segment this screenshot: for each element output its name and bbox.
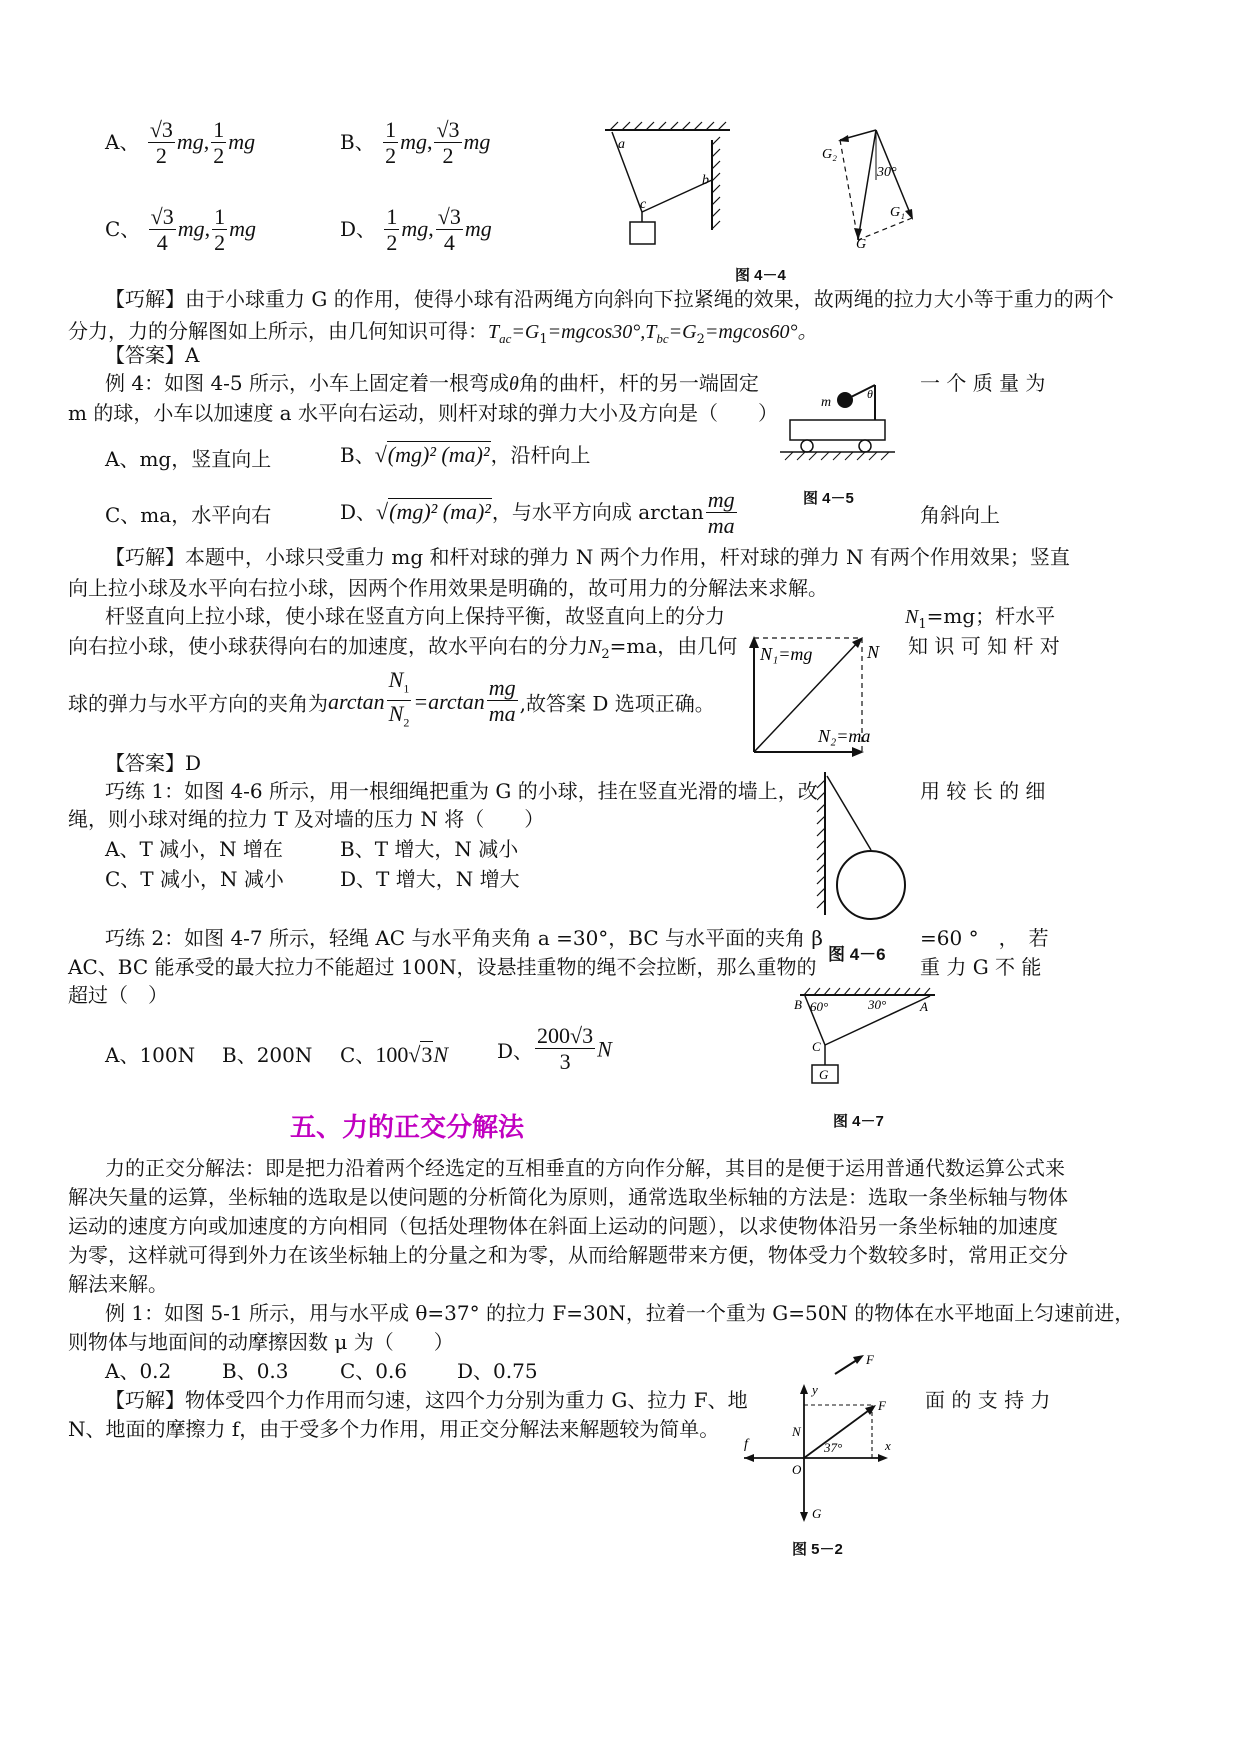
- section5-ex1-line1: 例 1：如图 5-1 所示，用与水平成 θ=37° 的拉力 F=30N，拉着一个重为 G=50N 的物体在水平地面上匀速前进，: [105, 1301, 1135, 1325]
- fig47-caption: 图 4－7: [833, 1113, 884, 1130]
- section5-solution-line1-right: 面 的 支 持 力: [925, 1388, 1051, 1412]
- ex4-line1: 例 4：如图 4-5 所示，小车上固定着一根弯成θ角的曲杆，杆的另一端固定: [105, 371, 759, 395]
- fig44-label-a: a: [618, 137, 625, 152]
- ex4-option-c: C、ma，水平向右: [105, 503, 272, 527]
- fig45-caption: 图 4－5: [803, 490, 854, 507]
- fig47-label-c: C: [812, 1039, 821, 1054]
- q3-answer: 【答案】A: [105, 343, 200, 367]
- q3-solution-line2: 分力，力的分解图如上所示，由几何知识可得：$T_{ac}=G_1=mgcos30^\circ,T_{bc}=G_2=mgcos60^\circ$。: [68, 319, 818, 347]
- section5-p5: 解法来解。: [68, 1272, 168, 1296]
- drill1-option-a: A、T 减小，N 增在: [105, 837, 283, 861]
- fig47-label-b: B: [794, 997, 802, 1012]
- drill2-option-b: B、200N: [222, 1043, 313, 1067]
- drill2-option-d: D、 $\frac{200√3}{3}$ N: [497, 1023, 612, 1074]
- drill1-option-d: D、T 增大，N 增大: [340, 867, 520, 891]
- fig45-label-theta: θ: [867, 387, 873, 401]
- section5-option-d: D、0.75: [457, 1359, 538, 1383]
- ex4-solution-line3: 杆竖直向上拉小球，使小球在竖直方向上保持平衡，故竖直向上的分力: [105, 604, 725, 628]
- drill1-line1-right: 用 较 长 的 细: [920, 779, 1046, 803]
- section5-option-b: B、0.3: [222, 1359, 289, 1383]
- fig52-label-f-top: F: [866, 1352, 874, 1367]
- ex4-option-a: A、mg，竖直向上: [105, 447, 272, 471]
- fig-rect-label-n2: N₂=ma: [818, 726, 871, 746]
- fig-rect-label-n: N: [867, 642, 880, 662]
- section5-ex1-line2: 则物体与地面间的动摩擦因数 μ 为（ ）: [68, 1330, 454, 1354]
- fig47-label-60: 60°: [810, 999, 829, 1014]
- fig52-label-x: x: [885, 1438, 891, 1453]
- ex4-solution-line4-right: 知 识 可 知 杆 对: [908, 634, 1060, 658]
- fig52-label-y: y: [812, 1382, 818, 1397]
- ex4-solution-line3-right: $N_1=mg$；杆水平: [905, 604, 1056, 632]
- drill1-line2: 绳，则小球对绳的拉力 T 及对墙的压力 N 将（ ）: [68, 807, 545, 831]
- fig44-label-g: G: [856, 237, 867, 252]
- fig44-label-b: b: [702, 173, 709, 188]
- fig-rect-label-n1: N₁=mg: [760, 644, 813, 664]
- ex4-answer: 【答案】D: [105, 751, 202, 775]
- fig44-label-g2: G₂: [822, 147, 837, 162]
- q3-option-d: D、 $\frac{1}{2}$ mg, $\frac{√3}{4}$ mg: [340, 204, 492, 255]
- fig46-caption: 图 4－6: [828, 945, 886, 964]
- fig52-label-fric: f: [744, 1437, 748, 1452]
- drill2-option-c: C、100√3N: [340, 1042, 449, 1067]
- section5-option-a: A、0.2: [105, 1359, 172, 1383]
- q3-solution-line1: 【巧解】由于小球重力 G 的作用，使得小球有沿两绳方向斜向下拉紧绳的效果，故两绳的拉力大小等于重力的两个: [105, 287, 1114, 311]
- ex4-solution-line4: 向右拉小球，使小球获得向右的加速度，故水平向右的分力$N_2=ma$，由几何: [68, 634, 738, 662]
- fig47-label-a: A: [920, 999, 928, 1014]
- ex4-solution-line1: 【巧解】本题中，小球只受重力 mg 和杆对球的弹力 N 两个力作用，杆对球的弹力 N 有两个作用效果；竖直: [105, 545, 1070, 569]
- drill2-line2-right: 重 力 G 不 能: [920, 955, 1042, 979]
- fig44-label-g1: G₁: [890, 205, 905, 220]
- fig52-label-g: G: [812, 1506, 822, 1521]
- drill2-line1: 巧练 2：如图 4-7 所示，轻绳 AC 与水平角夹角 a =30°，BC 与水平面的夹角 β: [105, 926, 823, 950]
- fig44-label-angle: 30°: [877, 165, 897, 180]
- fig47-label-30: 30°: [868, 997, 887, 1012]
- ex4-solution-line5: 球的弹力与水平方向的夹角为arctan $\frac{N_1}{N_2}$ =arctan $\frac{mg}{ma}$ ,故答案 D 选项正确。: [68, 667, 715, 730]
- ex4-option-d-end: 角斜向上: [920, 503, 1000, 527]
- figure-5-2: [740, 1350, 910, 1530]
- section5-solution-line2: N、地面的摩擦力 f，由于受多个力作用，用正交分解法来解题较为简单。: [68, 1417, 720, 1441]
- drill2-line2: AC、BC 能承受的最大拉力不能超过 100N，设悬挂重物的绳不会拉断，那么重物的: [68, 955, 817, 979]
- figure-force-rectangle: [740, 630, 900, 758]
- section5-solution-line1: 【巧解】物体受四个力作用而匀速，这四个力分别为重力 G、拉力 F、地: [105, 1388, 748, 1412]
- fig52-label-37: 37°: [824, 1440, 843, 1455]
- section5-p4: 为零，这样就可得到外力在该坐标轴上的分量之和为零，从而给解题带来方便，物体受力个数较多时，常用正交分: [68, 1243, 1068, 1267]
- drill2-line3: 超过（ ）: [68, 983, 168, 1007]
- ex4-option-b: B、√(mg)² (ma)²，沿杆向上: [340, 442, 591, 467]
- figure-4-7: [790, 985, 940, 1095]
- fig52-label-f: F: [878, 1398, 886, 1413]
- q3-option-c: C、 $\frac{√3}{4}$ mg, $\frac{1}{2}$ mg: [105, 204, 257, 255]
- ex4-option-d: D、√(mg)² (ma)²，与水平方向成 arctan $\frac{mg}{ma}$: [340, 487, 735, 538]
- section5-option-c: C、0.6: [340, 1359, 408, 1383]
- fig52-label-n: N: [792, 1424, 801, 1439]
- q3-option-b: B、 $\frac{1}{2}$ mg, $\frac{√3}{2}$ mg: [340, 117, 491, 168]
- fig52-caption: 图 5－2: [792, 1541, 843, 1558]
- fig47-label-g: G: [819, 1067, 829, 1082]
- section5-heading: 五、力的正交分解法: [290, 1113, 525, 1143]
- drill1-option-c: C、T 减小，N 减小: [105, 867, 284, 891]
- drill2-line1-right: =60 ° ， 若: [920, 926, 1049, 950]
- fig45-label-m: m: [821, 395, 832, 410]
- ex4-line2: m 的球，小车以加速度 a 水平向右运动，则杆对球的弹力大小及方向是（ ）: [68, 401, 778, 425]
- drill1-line1: 巧练 1：如图 4-6 所示，用一根细绳把重为 G 的小球，挂在竖直光滑的墙上，改: [105, 779, 818, 803]
- ex4-solution-line2: 向上拉小球及水平向右拉小球，因两个作用效果是明确的，故可用力的分解法来求解。: [68, 576, 828, 600]
- figure-4-6: [815, 770, 915, 920]
- fig52-label-o: O: [792, 1462, 802, 1477]
- figure-4-5: [775, 360, 905, 475]
- ex4-line1-right: 一 个 质 量 为: [920, 371, 1046, 395]
- fig44-caption: 图 4－4: [735, 267, 786, 284]
- drill1-option-b: B、T 增大，N 减小: [340, 837, 519, 861]
- section5-p3: 运动的速度方向或加速度的方向相同（包括处理物体在斜面上运动的问题），以求使物体沿另一条坐标轴的加速度: [68, 1214, 1058, 1238]
- q3-option-a: A、 $\frac{√3}{2}$ mg, $\frac{1}{2}$ mg: [105, 117, 256, 168]
- section5-p2: 解决矢量的运算，坐标轴的选取是以使问题的分析简化为原则，通常选取坐标轴的方法是：选取一条坐标轴与物体: [68, 1185, 1068, 1209]
- section5-p1: 力的正交分解法：即是把力沿着两个经选定的互相垂直的方向作分解，其目的是便于运用普通代数运算公式来: [105, 1156, 1065, 1180]
- drill2-option-a: A、100N: [105, 1043, 196, 1067]
- fig44-label-c: c: [640, 197, 647, 212]
